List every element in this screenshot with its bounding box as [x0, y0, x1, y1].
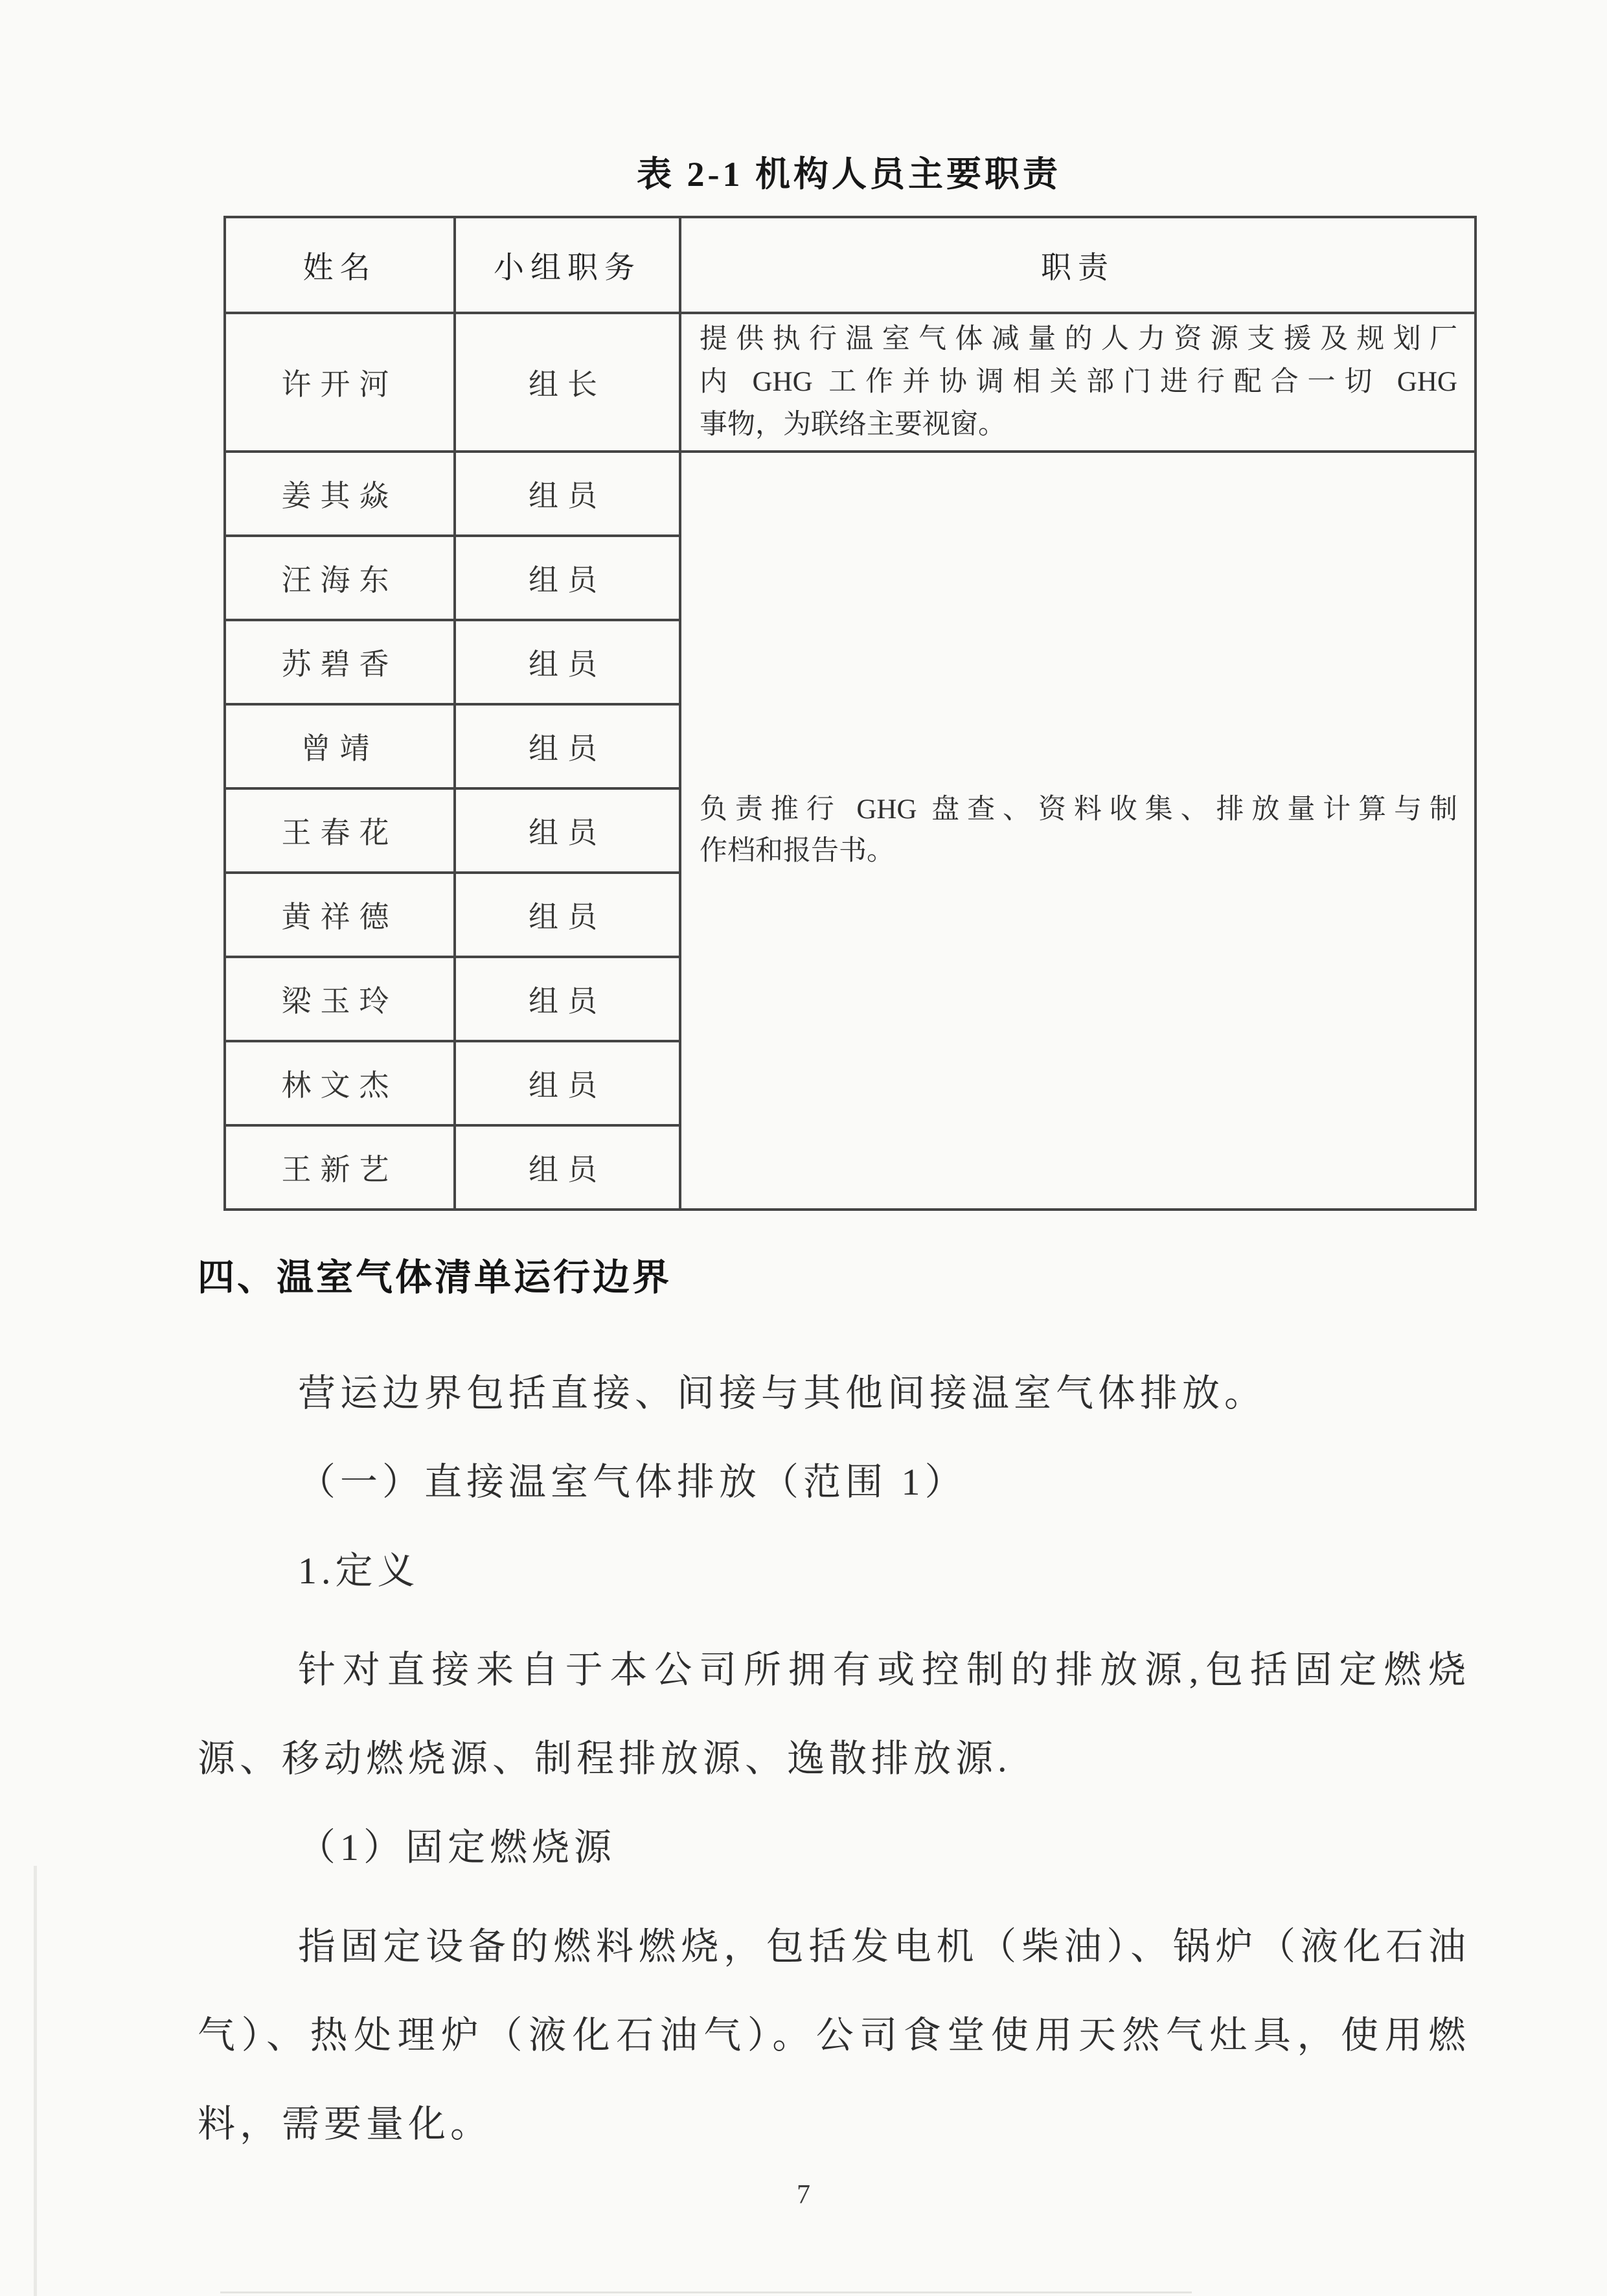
member-name: 曾靖 [225, 704, 455, 788]
leader-name: 许开河 [225, 313, 455, 452]
scan-artifact-bottom [220, 2291, 1192, 2293]
paragraph-line: 料，需要量化。 [198, 2103, 493, 2145]
paragraph-line: 指固定设备的燃料燃烧，包括发电机（柴油）、锅炉（液化石油 [298, 1925, 1466, 1968]
members-duty-line: 作档和报告书。 [700, 836, 895, 866]
member-name: 汪海东 [225, 536, 455, 620]
members-duty-cell [680, 452, 1476, 1210]
member-name: 王春花 [225, 788, 455, 873]
member-role: 组员 [455, 873, 680, 957]
table-header-row [225, 217, 1476, 313]
member-role: 组员 [455, 620, 680, 704]
paragraph-line: 营运边界包括直接、间接与其他间接温室气体排放。 [298, 1372, 1267, 1414]
paragraph [198, 1803, 1466, 1892]
leader-role: 组长 [455, 313, 680, 452]
paragraph-line: 气）、热处理炉（液化石油气）。公司食堂使用天然气灶具，使用燃 [198, 2014, 1466, 2056]
leader-duty-line: 事物，为联络主要视窗。 [700, 409, 1006, 440]
member-name: 姜其焱 [225, 452, 455, 536]
section-operational-boundary [198, 1250, 1466, 2168]
leader-duty-line: 提供执行温室气体减量的人力资源支援及规划厂 [700, 324, 1457, 354]
paragraph-line: 1.定义 [298, 1550, 420, 1592]
header-role: 小组职务 [455, 217, 680, 313]
paragraph [198, 1349, 1466, 1438]
header-name: 姓名 [225, 217, 455, 313]
member-name: 王新艺 [225, 1125, 455, 1210]
member-name: 梁玉玲 [225, 957, 455, 1041]
member-role: 组员 [455, 1125, 680, 1210]
member-role: 组员 [455, 788, 680, 873]
personnel-table [223, 216, 1477, 1211]
member-role: 组员 [455, 957, 680, 1041]
member-name: 林文杰 [225, 1041, 455, 1125]
paragraph [198, 1625, 1466, 1803]
paragraph [198, 1526, 1466, 1615]
section-paragraphs [198, 1349, 1466, 2168]
page-number: 7 [797, 2180, 810, 2210]
leader-duty-line: 内 GHG 工作并协调相关部门进行配合一切 GHG [700, 367, 1457, 397]
paragraph [198, 1438, 1466, 1526]
section-heading: 四、温室气体清单运行边界 [198, 1257, 672, 1298]
table-caption: 表 2-1 机构人员主要职责 [637, 155, 1061, 194]
member-name: 黄祥德 [225, 873, 455, 957]
member-role: 组员 [455, 536, 680, 620]
paragraph-line: 针对直接来自于本公司所拥有或控制的排放源,包括固定燃烧 [298, 1649, 1466, 1691]
members-duty-line: 负责推行 GHG 盘查、资料收集、排放量计算与制 [700, 794, 1457, 825]
leader-duty-cell [680, 313, 1476, 452]
member-role: 组员 [455, 704, 680, 788]
paragraph-line: （1）固定燃烧源 [298, 1826, 617, 1868]
paragraph [198, 1902, 1466, 2168]
table-row [225, 452, 1476, 536]
member-role: 组员 [455, 452, 680, 536]
scan-artifact-left [34, 1866, 37, 2296]
header-duty: 职责 [680, 217, 1476, 313]
member-role: 组员 [455, 1041, 680, 1125]
paragraph-line: （一）直接温室气体排放（范围 1） [298, 1461, 967, 1503]
paragraph-line: 源、移动燃烧源、制程排放源、逸散排放源. [198, 1738, 1012, 1780]
table-row-leader [225, 313, 1476, 452]
member-name: 苏碧香 [225, 620, 455, 704]
